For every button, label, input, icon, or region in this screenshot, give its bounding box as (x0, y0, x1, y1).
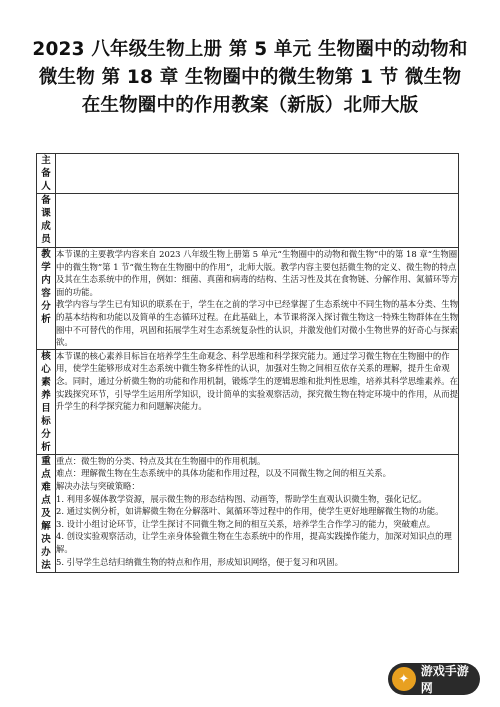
row-content-key-points (56, 454, 459, 572)
watermark-logo-icon: ✦ (392, 667, 416, 691)
row-label-preparer: 主备人 (37, 154, 56, 194)
row-label-core-literacy: 核心素养目标分析 (37, 349, 56, 454)
row-content-members (56, 194, 459, 248)
row-content-core-literacy (56, 349, 459, 454)
content-paragraph: 教学内容与学生已有知识的联系在于，学生在之前的学习中已经掌握了生态系统中不同生物的基本分类、生物的基本结构和功能以及简单的生态循环过程。在此基础上，本节课将深入探讨微生物这一特殊生物群体在生物圈中不可替代的作用，巩固和拓展学生对生态系统复杂性的认识，并激发他们对微小生物世界的好奇心与探索欲。 (56, 299, 458, 348)
table-row (37, 194, 459, 248)
table-row (37, 248, 459, 350)
document-title: 2023 八年级生物上册 第 5 单元 生物圈中的动物和微生物 第 18 章 生物圈中的微生物第 1 节 微生物在生物圈中的作用教案（新版）北师大版 (32, 39, 468, 116)
table-row (37, 349, 459, 454)
content-paragraph: 本节课的主要教学内容来自 2023 八年级生物上册第 5 单元“生物圈中的动物和微生物”中的第 18 章“生物圈中的微生物”第 1 节“微生物在生物圈中的作用”，北师大版。教学内容主要包括微生物的定义、微生物的特点及其在生态系统中的作用，例如：细菌、真菌和病毒的结构、生活习性及其在食物链、分解作用、氮循环等方面的功能。 (56, 249, 458, 297)
watermark-text: 游戏手游网 (420, 664, 469, 695)
content-paragraph: 重点：微生物的分类、特点及其在生物圈中的作用机制。 (56, 455, 266, 466)
content-paragraph: 解决办法与突破策略： (56, 480, 140, 491)
content-paragraph: 1. 利用多媒体教学资源，展示微生物的形态结构图、动画等，帮助学生直观认识微生物，强化记忆。 (56, 493, 427, 504)
content-paragraph: 本节课的核心素养目标旨在培养学生生命观念、科学思维和科学探究能力。通过学习微生物在生物圈中的作用，使学生能够形成对生态系统中微生物多样性的认识，加强对生物之间相互依存关系的理解，提升生命观念。同时，通过分析微生物的功能和作用机制，锻炼学生的逻辑思维和批判性思维，培养其科学思维素养。在实践探究环节，引导学生运用所学知识，设计简单的实验观察活动，探究微生物在特定环境中的作用，从而提升学生的科学探究能力和问题解决能力。 (56, 350, 458, 412)
site-watermark (388, 663, 480, 695)
content-paragraph: 难点：理解微生物在生态系统中的具体功能和作用过程，以及不同微生物之间的相互关系。 (56, 468, 391, 479)
row-content-preparer (56, 154, 459, 194)
lesson-plan-table (36, 153, 459, 573)
content-paragraph: 5. 引导学生总结归纳微生物的特点和作用，形成知识网络，便于复习和巩固。 (56, 556, 344, 567)
content-paragraph: 4. 创设实验观察活动，让学生亲身体验微生物在生态系统中的作用，提高实践操作能力，加深对知识点的理解。 (56, 531, 452, 554)
row-label-content-analysis: 教学内容分析 (37, 248, 56, 350)
content-paragraph: 2. 通过实例分析，如讲解微生物在分解落叶、氮循环等过程中的作用，使学生更好地理解微生物的功能。 (56, 506, 444, 517)
row-label-members: 备课成员 (37, 194, 56, 248)
content-paragraph: 3. 设计小组讨论环节，让学生探讨不同微生物之间的相互关系，培养学生合作学习的能力，突破难点。 (56, 518, 436, 529)
table-row (37, 454, 459, 572)
row-content-content-analysis (56, 248, 459, 350)
row-label-key-points: 重点难点及解决办法 (37, 454, 56, 572)
table-row (37, 154, 459, 194)
